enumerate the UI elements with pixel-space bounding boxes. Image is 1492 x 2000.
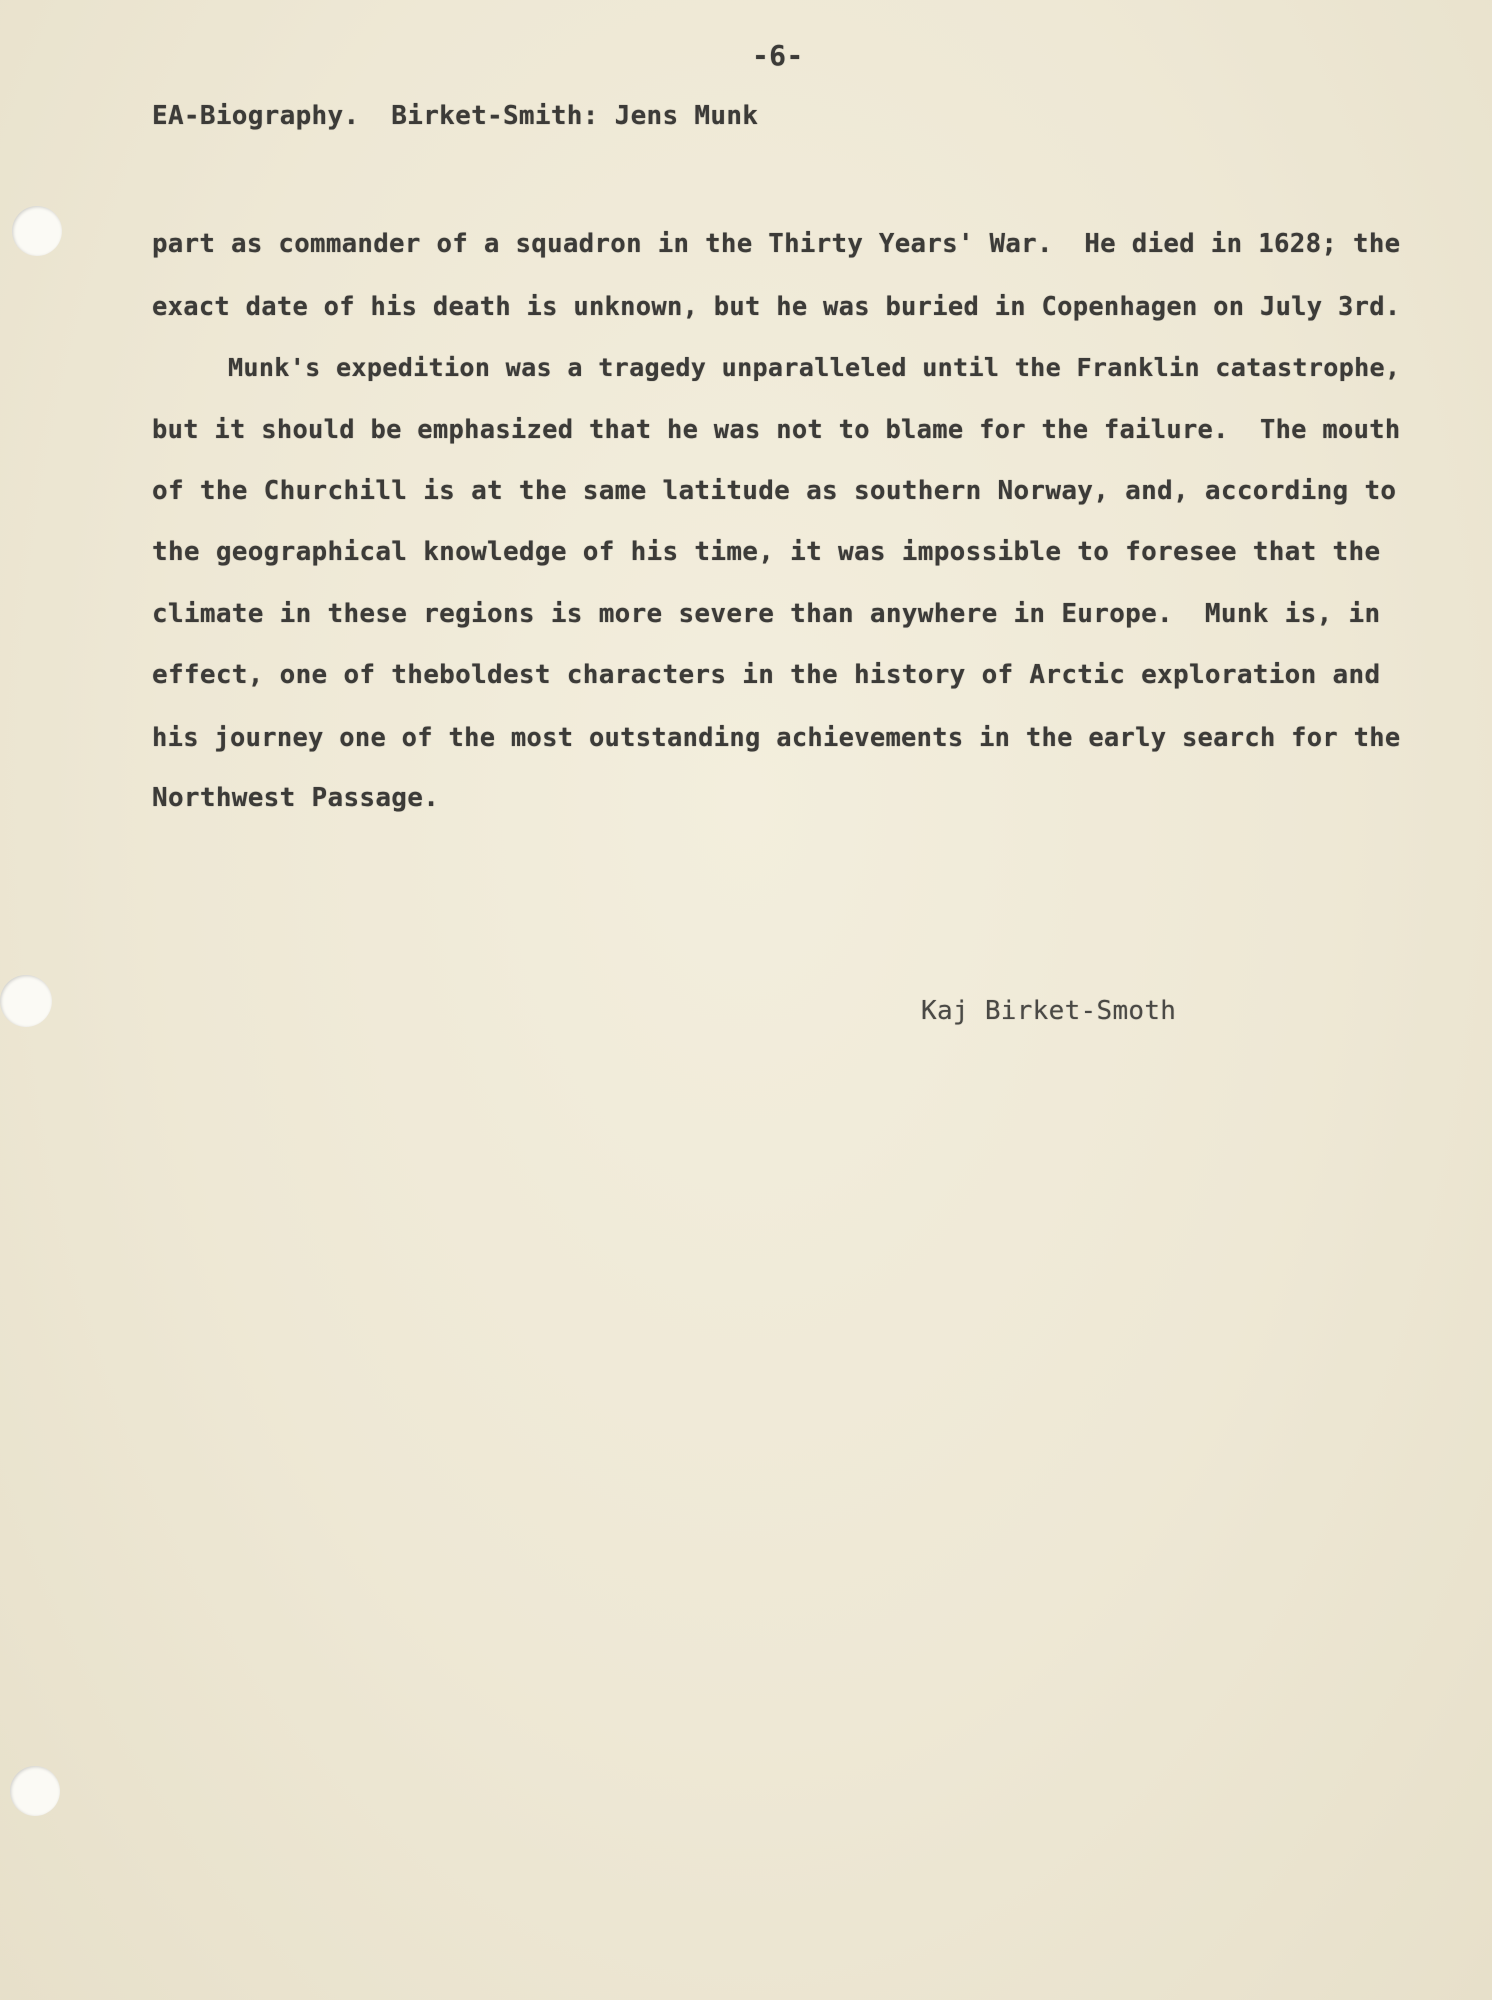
body-line: but it should be emphasized that he was not to blame for the failure. The mouth bbox=[152, 414, 1401, 444]
author-signature: Kaj Birket-Smoth bbox=[921, 996, 1177, 1026]
punch-hole bbox=[10, 1766, 60, 1816]
body-line: part as commander of a squadron in the Thirty Years' War. He died in 1628; the bbox=[152, 229, 1401, 259]
body-line: effect, one of theboldest characters in the history of Arctic exploration and bbox=[152, 660, 1381, 690]
running-header: EA-Biography. Birket-Smith: Jens Munk bbox=[152, 101, 759, 131]
paragraph-start-line: Munk's expedition was a tragedy unparalleled until the Franklin catastrophe, bbox=[228, 353, 1401, 382]
page-number: -6- bbox=[752, 39, 804, 72]
punch-hole bbox=[12, 206, 62, 256]
punch-hole bbox=[0, 975, 52, 1027]
body-line: climate in these regions is more severe than anywhere in Europe. Munk is, in bbox=[152, 599, 1381, 629]
body-line: his journey one of the most outstanding achievements in the early search for the bbox=[152, 722, 1401, 752]
body-line: Northwest Passage. bbox=[152, 783, 440, 813]
body-line: of the Churchill is at the same latitude as southern Norway, and, according to bbox=[152, 476, 1397, 506]
body-line: exact date of his death is unknown, but he was buried in Copenhagen on July 3rd. bbox=[152, 291, 1401, 321]
body-line: the geographical knowledge of his time, it was impossible to foresee that the bbox=[152, 537, 1381, 567]
